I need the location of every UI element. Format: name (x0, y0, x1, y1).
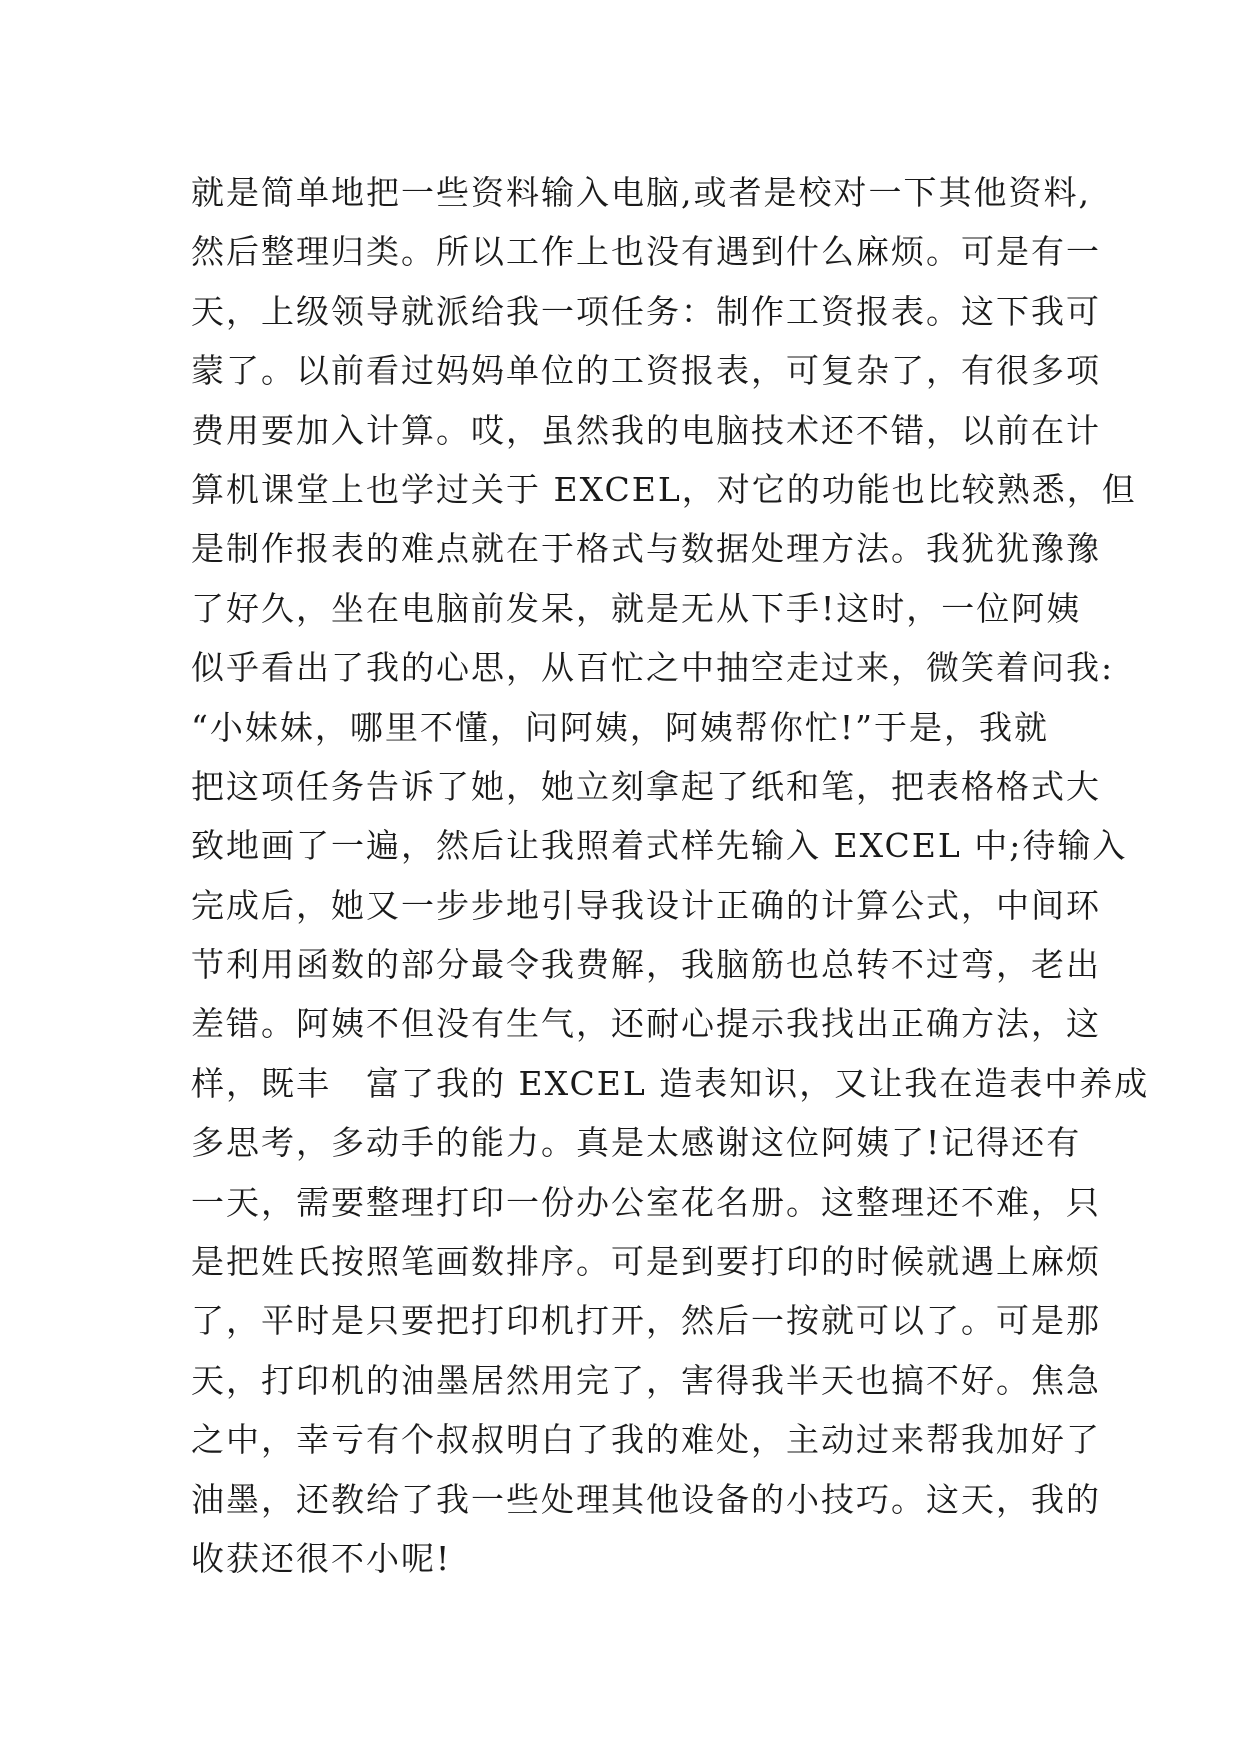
text-line: 收获还很不小呢! (191, 1538, 452, 1578)
text-line: 样，既丰 富了我的 EXCEL 造表知识，又让我在造表中养成 (191, 1063, 1150, 1103)
text-line: 蒙了。以前看过妈妈单位的工资报表，可复杂了，有很多项 (191, 351, 1101, 391)
text-line: 之中，幸亏有个叔叔明白了我的难处，主动过来帮我加好了 (191, 1420, 1101, 1460)
text-line: 油墨，还教给了我一些处理其他设备的小技巧。这天，我的 (191, 1479, 1101, 1519)
text-line: 多思考，多动手的能力。真是太感谢这位阿姨了!记得还有 (191, 1123, 1082, 1163)
text-line: 是把姓氏按照笔画数排序。可是到要打印的时候就遇上麻烦 (191, 1242, 1101, 1282)
text-line: 天，打印机的油墨居然用完了，害得我半天也搞不好。焦急 (191, 1360, 1101, 1400)
text-line: 了，平时是只要把打印机打开，然后一按就可以了。可是那 (191, 1301, 1101, 1341)
text-line: 差错。阿姨不但没有生气，还耐心提示我找出正确方法，这 (191, 1004, 1101, 1044)
text-line: 致地画了一遍，然后让我照着式样先输入 EXCEL 中;待输入 (191, 826, 1128, 866)
text-line: “小妹妹，哪里不懂，问阿姨，阿姨帮你忙!”于是，我就 (191, 707, 1050, 747)
text-line: 一天，需要整理打印一份办公室花名册。这整理还不难，只 (191, 1182, 1101, 1222)
text-line: 天，上级领导就派给我一项任务：制作工资报表。这下我可 (191, 291, 1101, 331)
text-line: 就是简单地把一些资料输入电脑,或者是校对一下其他资料, (191, 173, 1091, 212)
text-line: 似乎看出了我的心思，从百忙之中抽空走过来，微笑着问我: (191, 648, 1115, 688)
text-line: 把这项任务告诉了她，她立刻拿起了纸和笔，把表格格式大 (191, 766, 1101, 806)
text-line: 了好久，坐在电脑前发呆，就是无从下手!这时，一位阿姨 (191, 588, 1082, 628)
body-text (191, 163, 1150, 1588)
text-line: 算机课堂上也学过关于 EXCEL，对它的功能也比较熟悉，但 (191, 469, 1137, 509)
text-line: 完成后，她又一步步地引导我设计正确的计算公式，中间环 (191, 885, 1101, 925)
text-line: 节利用函数的部分最令我费解，我脑筋也总转不过弯，老出 (191, 945, 1101, 985)
text-line: 然后整理归类。所以工作上也没有遇到什么麻烦。可是有一 (191, 232, 1101, 272)
text-line: 费用要加入计算。哎，虽然我的电脑技术还不错，以前在计 (191, 410, 1101, 450)
text-line: 是制作报表的难点就在于格式与数据处理方法。我犹犹豫豫 (191, 529, 1101, 569)
